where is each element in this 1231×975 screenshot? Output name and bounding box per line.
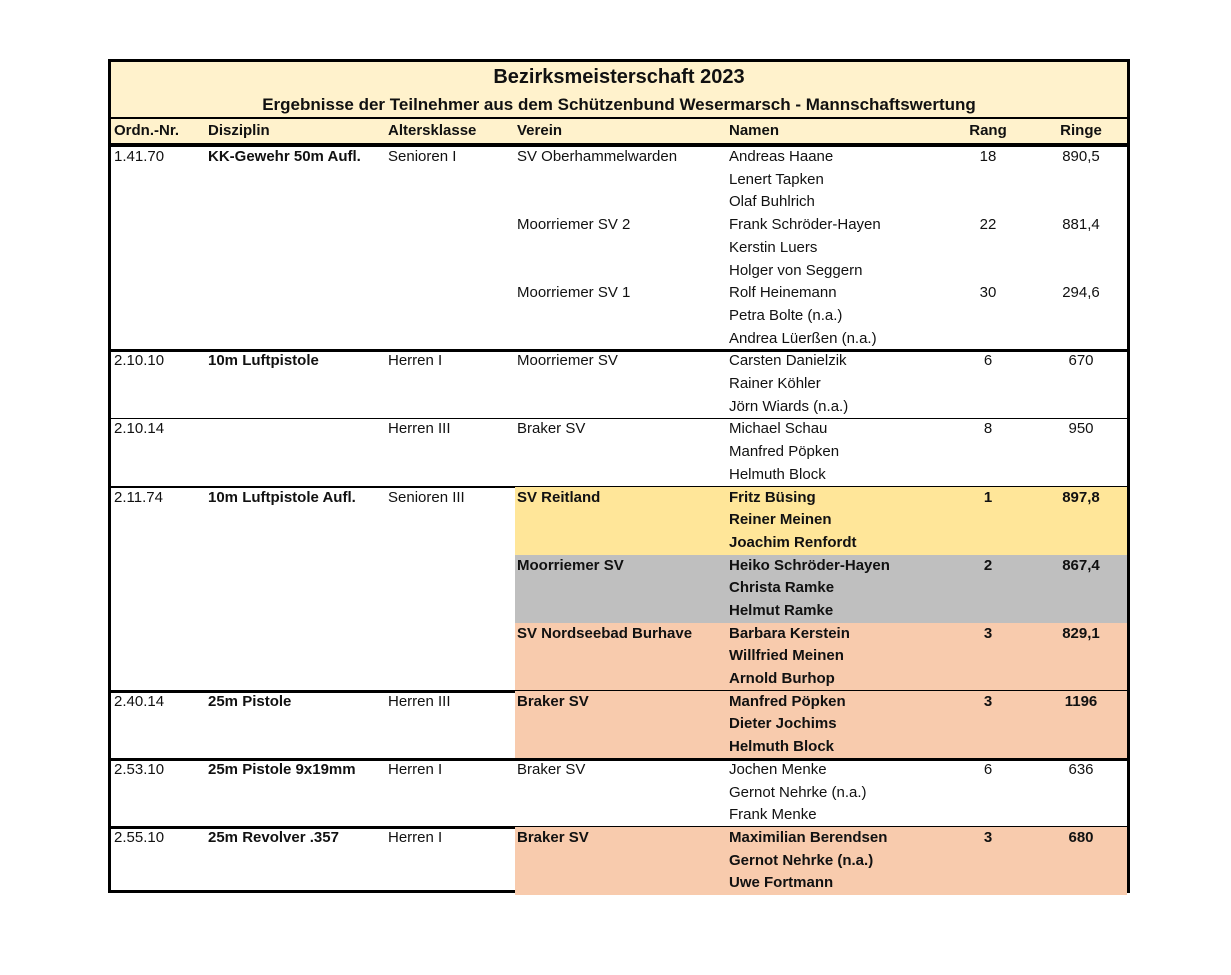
rang: 6 [983, 352, 993, 370]
rang: 8 [983, 420, 993, 438]
team-member-name: Helmuth Block [729, 738, 835, 756]
team-member-name: Helmut Ramke [729, 602, 834, 619]
header-altersklasse: Altersklasse [388, 122, 477, 139]
header-rang: Rang [969, 122, 1007, 139]
verein: Braker SV [517, 760, 586, 778]
team-member-name: Frank Schröder-Hayen [729, 216, 881, 234]
page-subtitle: Ergebnisse der Teilnehmer aus dem Schützenbund Wesermarsch - Mannschaftswertung [262, 95, 976, 114]
altersklasse: Herren III [388, 692, 451, 710]
ringe: 1196 [1064, 692, 1098, 710]
verein: Braker SV [517, 420, 586, 438]
ord-number: 1.41.70 [114, 148, 165, 165]
altersklasse: Herren I [388, 352, 443, 370]
rang: 30 [979, 284, 997, 302]
verein: Moorriemer SV [517, 556, 624, 574]
altersklasse: Senioren III [388, 488, 465, 506]
verein: Braker SV [517, 692, 589, 710]
altersklasse: Herren III [388, 420, 451, 438]
team-member-name: Lenert Tapken [729, 170, 824, 188]
altersklasse: Herren I [388, 829, 443, 846]
verein: SV Reitland [517, 488, 601, 506]
team-member-name: Kerstin Luers [729, 238, 818, 256]
rang: 3 [983, 692, 993, 710]
ringe: 950 [1068, 420, 1094, 438]
team-member-name: Rainer Köhler [729, 374, 821, 392]
rang: 2 [983, 556, 993, 574]
verein: Moorriemer SV [517, 352, 618, 370]
team-member-name: Christa Ramke [729, 579, 835, 597]
title-block [111, 62, 1127, 117]
team-member-name: Helmuth Block [729, 465, 826, 483]
disziplin: 25m Pistole 9x19mm [208, 760, 356, 778]
verein: Moorriemer SV 2 [517, 216, 631, 234]
team-member-name: Frank Menke [729, 806, 817, 824]
header-verein: Verein [517, 122, 563, 139]
team-member-name: Willfried Meinen [729, 647, 844, 665]
team-member-name: Fritz Büsing [729, 488, 816, 506]
ringe: 897,8 [1062, 488, 1100, 506]
ord-number: 2.55.10 [114, 829, 165, 846]
ringe: 890,5 [1062, 148, 1100, 165]
disziplin: KK-Gewehr 50m Aufl. [208, 148, 361, 165]
ringe: 636 [1068, 760, 1094, 778]
rang: 18 [979, 148, 997, 165]
verein: SV Nordseebad Burhave [517, 624, 693, 642]
team-member-name: Joachim Renfordt [729, 533, 857, 551]
table-row [111, 487, 1127, 691]
results-sheet [108, 59, 1130, 893]
team-member-name: Andreas Haane [729, 148, 834, 165]
disziplin: 25m Pistole [208, 692, 292, 710]
ord-number: 2.11.74 [114, 488, 163, 506]
team-member-name: Arnold Burhop [729, 670, 835, 688]
team-member-name: Manfred Pöpken [729, 692, 846, 710]
table-header-row [111, 117, 1127, 147]
team-member-name: Olaf Buhlrich [729, 193, 815, 211]
ringe: 680 [1068, 829, 1094, 846]
team-member-name: Dieter Jochims [729, 715, 837, 733]
table-row [111, 827, 1127, 895]
team-member-name: Jochen Menke [729, 760, 827, 778]
ord-number: 2.10.10 [114, 352, 165, 370]
team-member-name: Barbara Kerstein [729, 624, 850, 642]
altersklasse: Herren I [388, 760, 443, 778]
disziplin: 25m Revolver .357 [208, 829, 339, 846]
team-member-name: Michael Schau [729, 420, 828, 438]
team-member-name: Gernot Nehrke (n.a.) [729, 783, 867, 801]
team-member-name: Reiner Meinen [729, 511, 832, 529]
team-member-name: Carsten Danielzik [729, 352, 847, 370]
rang: 1 [983, 488, 993, 506]
verein: SV Oberhammelwarden [517, 148, 678, 165]
team-member-name: Jörn Wiards (n.a.) [729, 397, 849, 415]
rang: 3 [983, 829, 993, 846]
table-row [111, 759, 1127, 827]
table-row [111, 418, 1127, 486]
header-namen: Namen [729, 122, 780, 139]
disziplin: 10m Luftpistole [208, 352, 319, 370]
header-ord: Ordn.-Nr. [114, 122, 180, 139]
team-member-name: Holger von Seggern [729, 261, 863, 279]
ringe: 670 [1068, 352, 1094, 370]
team-member-name: Maximilian Berendsen [729, 829, 888, 846]
header-ringe: Ringe [1060, 122, 1102, 139]
team-member-name: Petra Bolte (n.a.) [729, 306, 843, 324]
team-member-name: Rolf Heinemann [729, 284, 837, 302]
verein: Moorriemer SV 1 [517, 284, 631, 302]
team-member-name: Uwe Fortmann [729, 874, 834, 892]
table-row [111, 146, 1127, 350]
altersklasse: Senioren I [388, 148, 457, 165]
ringe: 829,1 [1062, 624, 1100, 642]
team-member-name: Manfred Pöpken [729, 443, 840, 461]
verein: Braker SV [517, 829, 589, 846]
ringe: 867,4 [1062, 556, 1100, 574]
table-row [111, 691, 1127, 759]
disziplin: 10m Luftpistole Aufl. [208, 488, 356, 506]
ord-number: 2.53.10 [114, 760, 165, 778]
team-member-name: Gernot Nehrke (n.a.) [729, 851, 874, 869]
team-member-name: Heiko Schröder-Hayen [729, 556, 890, 574]
page-title: Bezirksmeisterschaft 2023 [493, 66, 745, 88]
rang: 3 [983, 624, 993, 642]
ringe: 294,6 [1062, 284, 1100, 302]
ord-number: 2.10.14 [114, 420, 165, 438]
ringe: 881,4 [1062, 216, 1100, 234]
header-disziplin: Disziplin [208, 122, 270, 139]
ord-number: 2.40.14 [114, 692, 165, 710]
rang: 22 [979, 216, 997, 234]
team-member-name: Andrea Lüerßen (n.a.) [729, 329, 877, 347]
table-row [111, 350, 1127, 418]
rang: 6 [983, 760, 993, 778]
